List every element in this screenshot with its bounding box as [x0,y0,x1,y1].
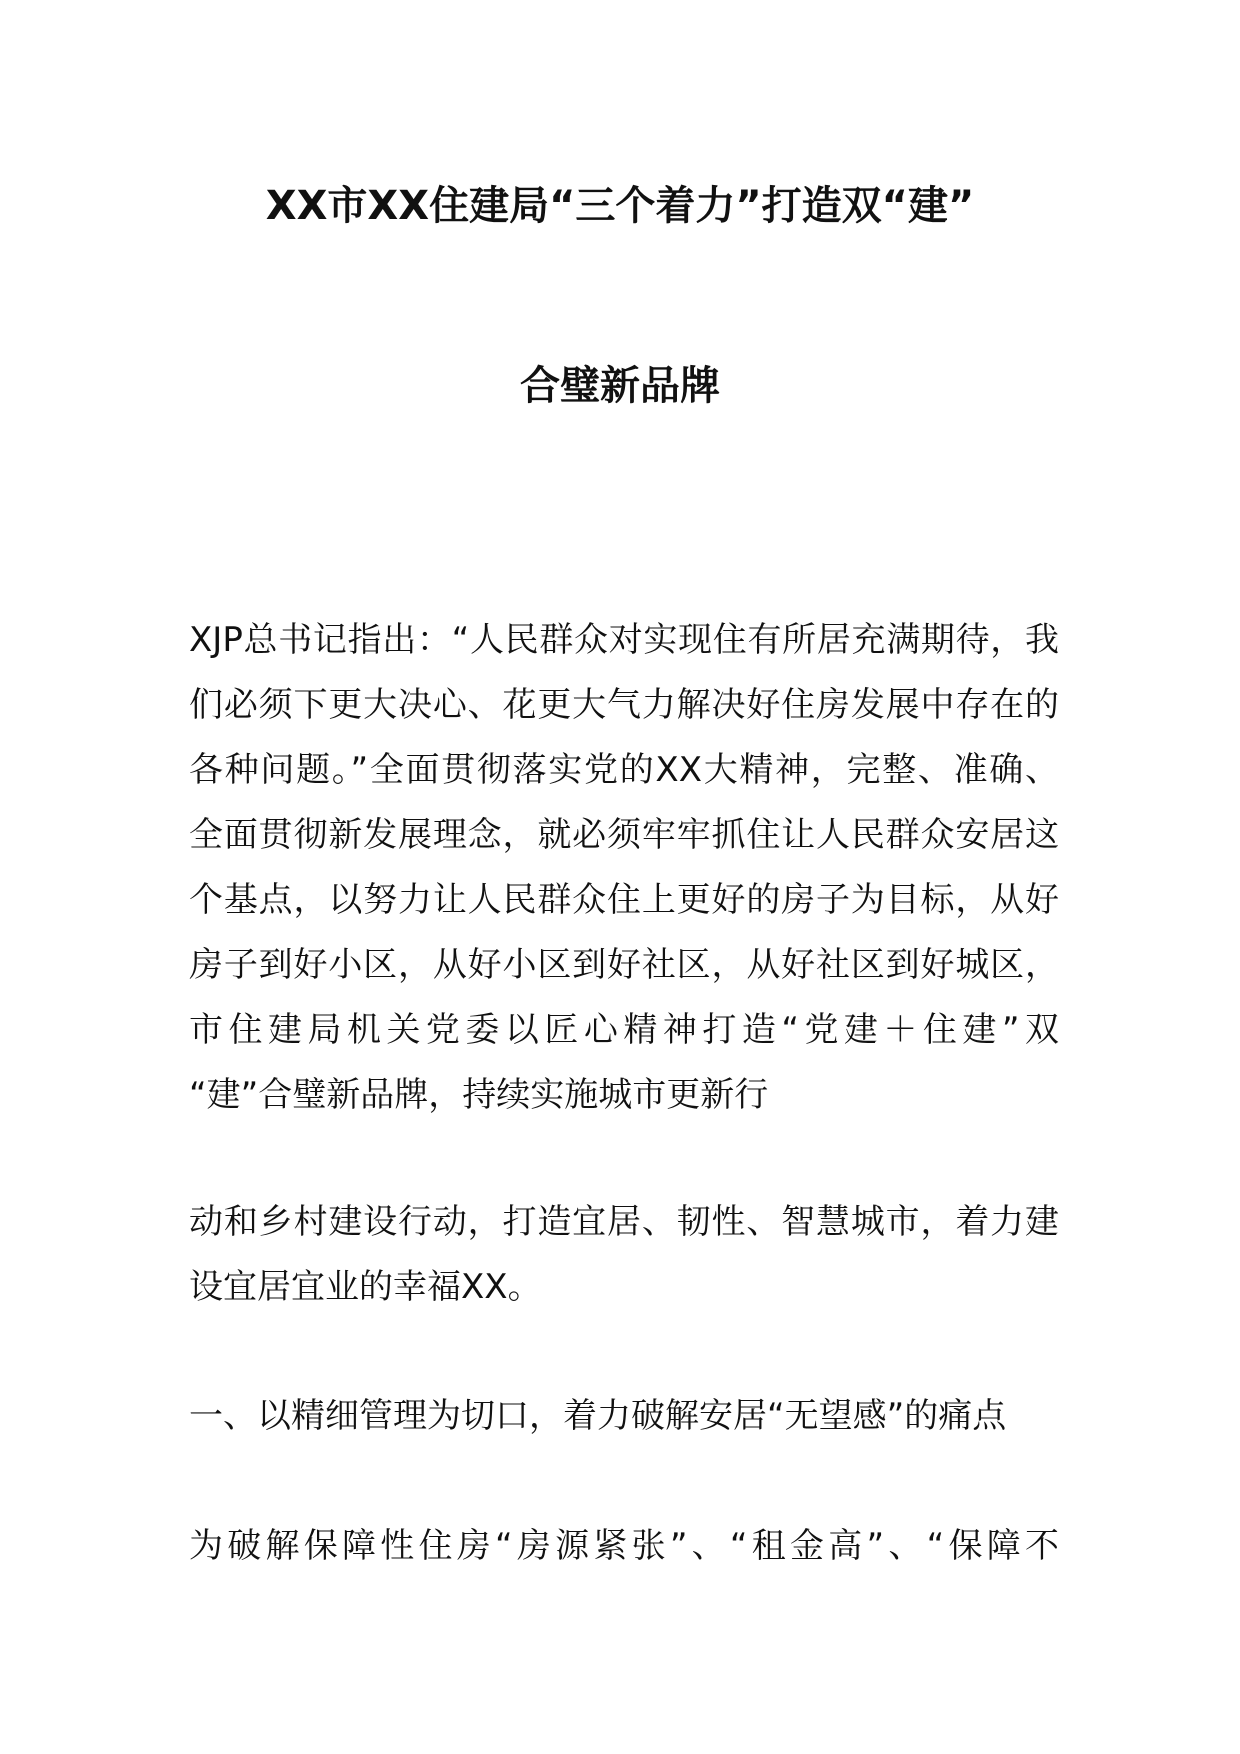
paragraph-line: “建”合璧新品牌，持续实施城市更新行 [189,1075,769,1115]
document-title-line-2: 合璧新品牌 [520,363,720,409]
paragraph-line: 房子到好小区，从好小区到好社区，从好社区到好城区， [189,945,1059,985]
paragraph-continuation [189,1190,1059,1320]
paragraph-line: 全面贯彻新发展理念，就必须牢牢抓住让人民群众安居这 [189,815,1059,855]
paragraph-line: XJP总书记指出：“人民群众对实现住有所居充满期待，我 [189,620,1059,660]
document-title-line-1: XX市XX住建局“三个着力”打造双“建” [265,183,975,229]
paragraph-line: 市住建局机关党委以匠心精神打造“党建＋住建”双 [189,1010,1059,1050]
paragraph-line: 个基点，以努力让人民群众住上更好的房子为目标，从好 [189,880,1059,920]
paragraph-line: 设宜居宜业的幸福XX。 [189,1267,542,1307]
paragraph-section-1 [189,1514,1059,1579]
section-heading-text: 一、以精细管理为切口，着力破解安居“无望感”的痛点 [189,1396,1007,1436]
paragraph-intro [189,608,1059,1128]
paragraph-line: 们必须下更大决心、花更大气力解决好住房发展中存在的 [189,685,1059,725]
paragraph-line: 为破解保障性住房“房源紧张”、“租金高”、“保障不 [189,1526,1059,1566]
section-heading-1 [189,1384,1059,1449]
paragraph-line: 动和乡村建设行动，打造宜居、韧性、智慧城市，着力建 [189,1202,1059,1242]
paragraph-line: 各种问题。”全面贯彻落实党的XX大精神，完整、准确、 [189,750,1059,790]
